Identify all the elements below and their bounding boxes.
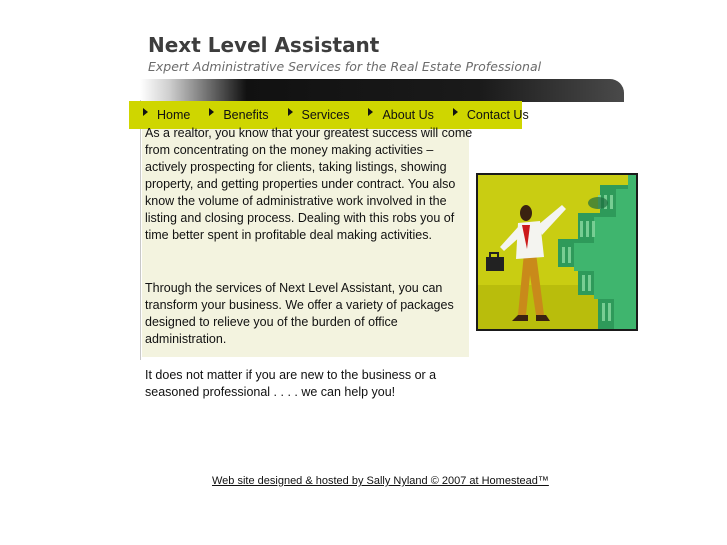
businessman-climbing-stairs-illustration (476, 173, 638, 331)
intro-paragraph: As a realtor, you know that your greatest success will come from concentrating on the money making activities – actively prospecting for clients, taking listings, showing property, and getting properties under contract. You also know the volume of administrative work involved in the listing and closing process. Dealing with this robs you of time better spent in profitable deal making activities. (145, 126, 473, 242)
nav-item-label: Services (301, 108, 350, 122)
header-gradient-bar (140, 79, 624, 102)
nav-item-label: About Us (382, 108, 434, 122)
triangle-right-icon (368, 108, 373, 116)
triangle-right-icon (453, 108, 458, 116)
closing-paragraph: It does not matter if you are new to the business or a seasoned professional . . . . we can help you! (145, 368, 437, 399)
services-paragraph: Through the services of Next Level Assistant, you can transform your business. We offer a variety of packages designed to relieve you of the burden of office administration. (145, 281, 454, 346)
site-tagline: Expert Administrative Services for the Real Estate Professional (148, 59, 542, 74)
triangle-right-icon (143, 108, 148, 116)
site-title: Next Level Assistant (148, 33, 380, 57)
nav-item-label: Home (157, 108, 191, 122)
left-divider (140, 100, 141, 360)
footer-credit-link[interactable]: Web site designed & hosted by Sally Nyland © 2007 at Homestead™ (212, 475, 549, 487)
triangle-right-icon (288, 108, 293, 116)
triangle-right-icon (209, 108, 214, 116)
nav-item-label: Benefits (223, 108, 269, 122)
nav-item-label: Contact Us (466, 108, 529, 122)
